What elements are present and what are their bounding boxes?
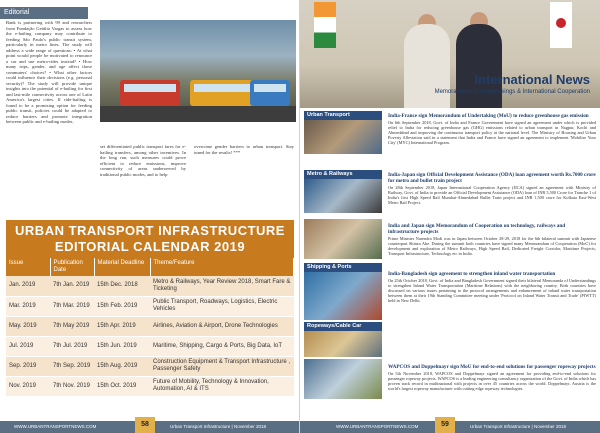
category-metro-railways <box>304 170 382 213</box>
category-label: Urban Transport <box>304 111 382 120</box>
cell-deadline: 15th Apr. 2019 <box>94 316 150 336</box>
cell-publication: 7th Sep. 2019 <box>50 356 94 376</box>
banner-subtitle: Memorandum of Undertakings & International Cooperation <box>434 89 590 95</box>
table-row <box>6 316 294 336</box>
footer-website-link[interactable]: WWW.URBANTRANSPORTNEWS.COM <box>14 424 97 429</box>
cell-issue: Mar. 2019 <box>6 296 50 316</box>
page-footer <box>300 421 600 433</box>
cell-publication: 7th Mar. 2019 <box>50 296 94 316</box>
page-footer <box>0 421 300 433</box>
news-image <box>304 179 382 213</box>
table-row <box>6 296 294 316</box>
road-shape <box>100 106 296 122</box>
news-image <box>304 359 382 399</box>
cell-issue: May. 2019 <box>6 316 50 336</box>
news-body: On 25th October 2018, Govt. of India and Bangladesh Government signed their bilateral Memoranda of Understandings to strengthen Inland Water Transportation (Maritime Relations) with the neighboring country. Both countries have discussed on various issues pertaining to the protocol arrangements and enhancement of inland water transportation between them at their 19th Standing Committee meeting under 'Protocol on Inland Water Transit and Trade' (PIWTT) held in New Delhi. <box>388 278 596 303</box>
news-body: On 5th November 2018, WAPCOS and Doppelmayr signed an agreement for providing end-to-end solutions for passenger ropeway projects. WAPCOS is a leading engineering consultancy organization of the Govt. of India which has proven track record in multinational with projects in over 45 countries across the world. Doppelmayr, Austria is the world's largest ropeway manufacturer with cutting edge ropeway technologies. <box>388 371 596 391</box>
international-news-banner <box>300 72 600 106</box>
news-body: Prime Minister Narendra Modi was in Japan between October 28-29, 2018 for the 6th bilateral summit with Japanese counterpart Shinzo Abe. During the summit both countries have signed many Memorandum of Cooperation (MoC) for development and exploration of Metro Railways, High Speed Rail, Dedicated Freight Corridor, Maritime Projects, Transport Infrastructure, Technology etc in India. <box>388 236 596 256</box>
news-headline[interactable]: India-Japan sign Official Development Assistance (ODA) loan agreement worth Rs.7000 crore for metro and bullet train project <box>388 172 596 184</box>
table-row <box>6 376 294 396</box>
news-image <box>304 331 382 357</box>
category-ropeways <box>304 322 382 399</box>
category-label: Shipping & Ports <box>304 263 382 272</box>
footer-publication: Urban Transport Infrastructure | November 2018 <box>470 424 566 429</box>
cell-issue: Jan. 2019 <box>6 276 50 296</box>
cell-theme: Metro & Railways, Year Review 2018, Smart Fare & Ticketing <box>150 276 294 296</box>
editorial-column-2: set differentiated public transport fares for e-hailing transfers, among other incentives. In the long run, such measures could prove efficient to reduce emissions, improve connectivity of areas underserved by traditional public modes, and to help <box>100 144 186 177</box>
cell-deadline: 15th Dec. 2018 <box>94 276 150 296</box>
bus-photo <box>100 20 296 122</box>
calendar-table <box>6 258 294 397</box>
cell-theme: Maritime, Shipping, Cargo & Ports, Big Data, IoT <box>150 336 294 356</box>
cell-deadline: 15th Jun. 2019 <box>94 336 150 356</box>
bus-shape <box>250 80 290 106</box>
news-headline[interactable]: India-France sign Memorandum of Undertaking (MoU) to reduce greenhouse gas emission <box>388 113 589 119</box>
header-theme: Theme/Feature <box>150 258 294 276</box>
cell-issue: Nov. 2019 <box>6 376 50 396</box>
news-headline[interactable]: WAPCOS and Doppelmayr sign MoU for end-to-end solutions for passenger ropeway projects <box>388 364 596 370</box>
news-body: On 28th September 2018, Japan International Cooperation Agency (JICA) signed an agreement with Ministry of Railway, Govt. of India to provide an Official Development Assistance (ODA) loan of INR 5,500 Crore for Tranche 1 of India's first High Speed Rail Mumbai-Ahmedabad Bullet Train project and INR 1,500 crore for Kolkata East-West Metro Rail Project. <box>388 185 596 205</box>
cell-deadline: 15th Oct. 2019 <box>94 376 150 396</box>
editorial-column-3: overcome gender barriers to urban transport. Stay tuned for the results! *** <box>194 144 294 155</box>
india-flag-icon <box>314 2 336 48</box>
news-image <box>304 120 382 154</box>
cell-theme: Airlines, Aviation & Airport, Drone Technologies <box>150 316 294 336</box>
news-item-3 <box>388 223 596 256</box>
bus-shape <box>120 80 180 106</box>
cell-issue: Jul. 2019 <box>6 336 50 356</box>
footer-website-link[interactable]: WWW.URBANTRANSPORTNEWS.COM <box>336 424 419 429</box>
cell-theme: Construction Equipment & Transport Infrastructure , Passenger Safety <box>150 356 294 376</box>
right-page <box>300 0 600 433</box>
table-row <box>6 356 294 376</box>
footer-publication: Urban Transport Infrastructure | November 2018 <box>170 424 266 429</box>
editorial-column-1: Bank is partnering with 99 and researchers from Fundação Getúlio Vargas to assess how the e-hailing company may contribute to feeding São Paulo's public transit system, particularly in metro lines. The study will address a wide range of questions: • At what point would people be motivated to renounce a car and use metro-rides instead? • How many trips, gender, and age affect those commuters' choices? • What other factors could influence their decisions (e.g. personal security)? The study will provide unique insights into the potential of e-hailing for first and last-mile connectivity across one of Latin America's largest cities. If ride-hailing is found to be a promising option for feeding public transit, policies could be adapted to reduce barriers and promote integration between public and e-hailing modes, <box>6 20 92 124</box>
news-body: On 6th September 2018, Govt. of India and France Government have signed an agreement under which is provided relief to India for reducing greenhouse gas (GHG) emissions related to urban transport in Nagpur, Kochi and Ahmedabad and improving the continuous transport policy at the national level. The Ministry of Housing and Urban Poverty Alleviation said in a statement that India and France have signed an agreement to implement 'Mobilise Your City' (MYC) International Program. <box>388 120 596 145</box>
category-label: Ropeways/Cable Car <box>304 322 382 331</box>
category-urban-transport <box>304 111 382 154</box>
cell-deadline: 15th Aug. 2019 <box>94 356 150 376</box>
banner-title: International News <box>474 72 590 87</box>
japan-flag-icon <box>550 2 572 48</box>
header-publication-date: Publication Date <box>50 258 94 276</box>
header-issue: Issue <box>6 258 50 276</box>
calendar-header-row <box>6 258 294 276</box>
cell-theme: Future of Mobility, Technology & Innovation, Automation, AI & ITS <box>150 376 294 396</box>
news-item-2 <box>388 172 596 205</box>
cell-publication: 7th May 2019 <box>50 316 94 336</box>
cell-publication: 7th Nov. 2019 <box>50 376 94 396</box>
cell-publication: 7th Jul. 2019 <box>50 336 94 356</box>
leaders-photo <box>300 0 600 108</box>
news-headline[interactable]: India-Bangladesh sign agreement to strengthen inland water transportation <box>388 271 556 277</box>
editorial-calendar <box>6 220 294 416</box>
cell-deadline: 15th Feb. 2019 <box>94 296 150 316</box>
page-number: 58 <box>135 417 155 433</box>
cell-publication: 7th Jan. 2019 <box>50 276 94 296</box>
news-item-1 <box>388 113 596 145</box>
news-image <box>304 219 382 259</box>
cell-issue: Sep. 2019 <box>6 356 50 376</box>
cell-theme: Public Transport, Roadways, Logistics, Electric Vehicles <box>150 296 294 316</box>
calendar-title-line2: EDITORIAL CALENDAR 2019 <box>54 239 246 254</box>
table-row <box>6 336 294 356</box>
page-number: 59 <box>435 417 455 433</box>
news-image-group <box>304 219 382 259</box>
calendar-title-line1: URBAN TRANSPORT INFRASTRUCTURE <box>15 223 285 238</box>
header-material-deadline: Material Deadline <box>94 258 150 276</box>
category-shipping-ports <box>304 263 382 320</box>
news-headline[interactable]: India and Japan sign Memorandum of Cooperation on technology, railways and infrastructure projects <box>388 223 566 235</box>
news-item-5 <box>388 364 596 391</box>
category-label: Metro & Railways <box>304 170 382 179</box>
calendar-title <box>6 220 294 258</box>
section-tag: Editorial <box>0 7 88 19</box>
news-image <box>304 272 382 320</box>
table-row <box>6 276 294 296</box>
news-item-4 <box>388 271 596 303</box>
